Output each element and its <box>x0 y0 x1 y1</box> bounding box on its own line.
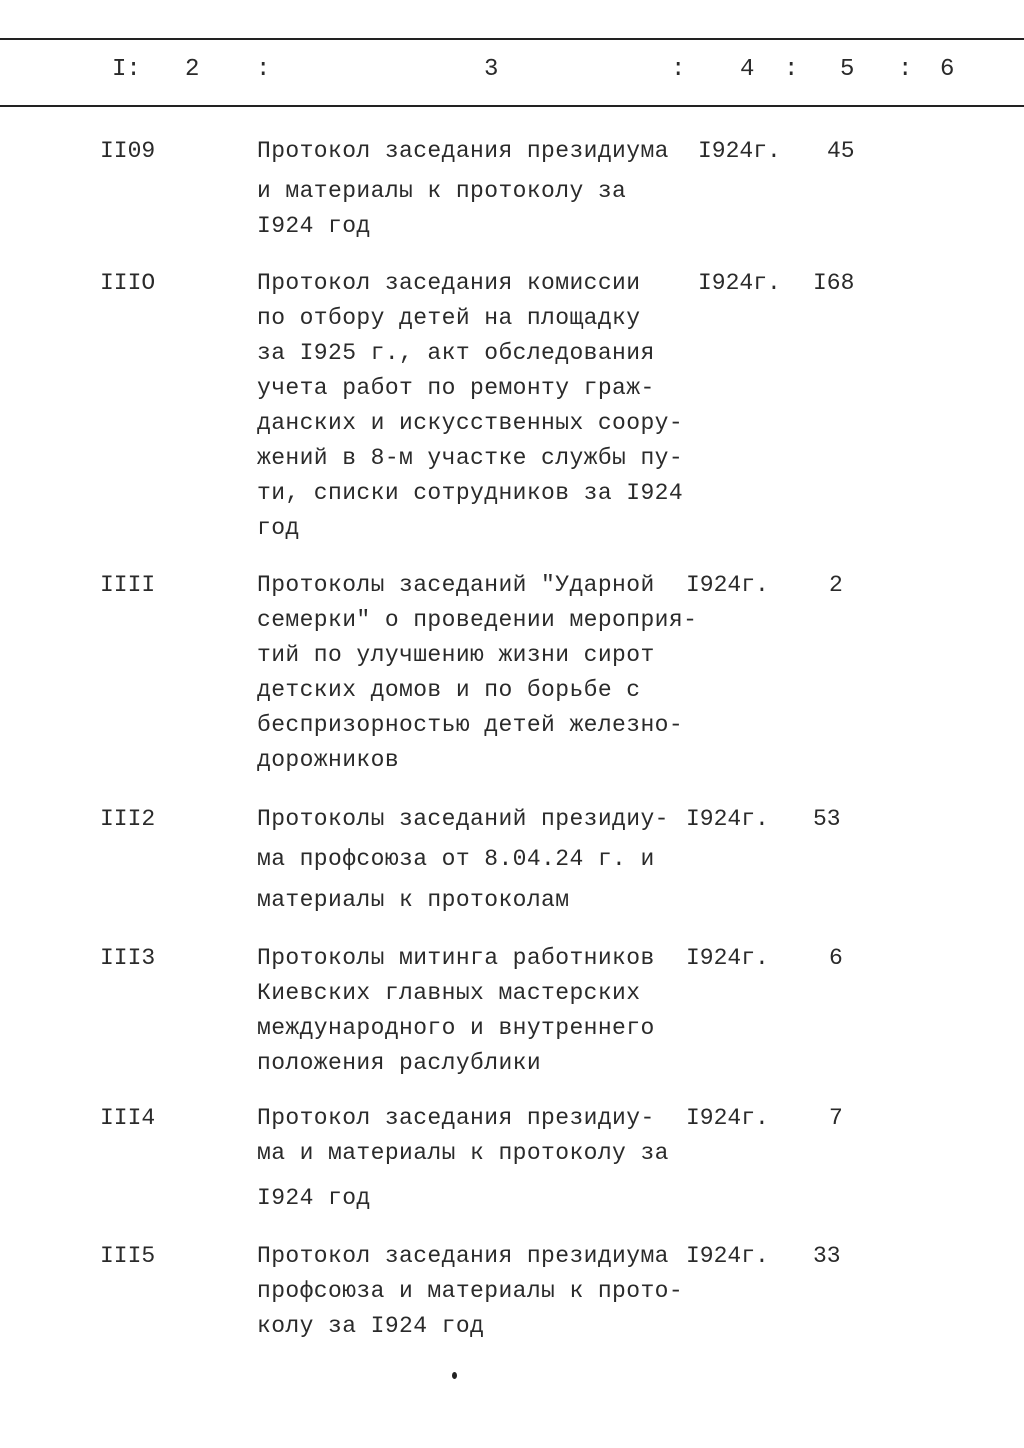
description-line: I924 год <box>257 213 371 239</box>
description-line: международного и внутреннего <box>257 1015 655 1041</box>
record-year: I924г. <box>698 270 781 296</box>
description-line: положения раслублики <box>257 1050 542 1076</box>
record-number: III5 <box>100 1243 156 1269</box>
record-year: I924г. <box>686 572 769 598</box>
record-sheet-count: 7 <box>829 1105 843 1131</box>
column-header-4: 4 <box>740 56 755 83</box>
record-year: I924г. <box>698 138 781 164</box>
record-sheet-count: I68 <box>813 270 855 296</box>
record-year: I924г. <box>686 1105 769 1131</box>
description-line: год <box>257 515 300 541</box>
description-line: по отбору детей на площадку <box>257 305 641 331</box>
description-line: ти, списки сотрудников за I924 <box>257 480 684 506</box>
column-separator: : <box>898 56 913 83</box>
record-number: IIII <box>100 572 156 598</box>
record-number: III4 <box>100 1105 156 1131</box>
description-line: I924 год <box>257 1185 371 1211</box>
description-line: Киевских главных мастерских <box>257 980 641 1006</box>
record-number: III2 <box>100 806 156 832</box>
record-sheet-count: 6 <box>829 945 843 971</box>
description-line: ма профсоюза от 8.04.24 г. и <box>257 846 655 872</box>
record-number: II09 <box>100 138 156 164</box>
column-separator: : <box>784 56 799 83</box>
record-number: IIIO <box>100 270 156 296</box>
description-line: Протокол заседания президиума <box>257 138 669 164</box>
description-line: Протокол заседания президиу- <box>257 1105 655 1131</box>
record-number: III3 <box>100 945 156 971</box>
description-line: за I925 г., акт обследования <box>257 340 655 366</box>
ink-mark <box>452 1372 457 1379</box>
description-line: учета работ по ремонту граж- <box>257 375 655 401</box>
header-bottom-rule <box>0 105 1024 107</box>
column-separator: : <box>671 56 686 83</box>
description-line: Протокол заседания президиума <box>257 1243 669 1269</box>
record-year: I924г. <box>686 945 769 971</box>
column-separator: : <box>256 56 271 83</box>
record-sheet-count: 45 <box>827 138 855 164</box>
description-line: детских домов и по борьбе с <box>257 677 641 703</box>
description-line: ма и материалы к протоколу за <box>257 1140 669 1166</box>
column-header-5: 5 <box>840 56 855 83</box>
column-header-1: I: <box>112 56 141 83</box>
description-line: беспризорностью детей железно- <box>257 712 684 738</box>
description-line: материалы к протоколам <box>257 887 570 913</box>
record-sheet-count: 2 <box>829 572 843 598</box>
description-line: Протоколы заседаний "Ударной <box>257 572 655 598</box>
description-line: Протоколы митинга работников <box>257 945 655 971</box>
description-line: семерки" о проведении мероприя- <box>257 607 698 633</box>
description-line: и материалы к протоколу за <box>257 178 627 204</box>
column-header-3: 3 <box>484 56 499 83</box>
description-line: Протокол заседания комиссии <box>257 270 641 296</box>
description-line: данских и искусственных соору- <box>257 410 684 436</box>
description-line: профсоюза и материалы к прото- <box>257 1278 684 1304</box>
description-line: Протоколы заседаний президиу- <box>257 806 669 832</box>
description-line: тий по улучшению жизни сирот <box>257 642 655 668</box>
description-line: колу за I924 год <box>257 1313 485 1339</box>
header-top-rule <box>0 38 1024 40</box>
record-year: I924г. <box>686 806 769 832</box>
description-line: жений в 8-м участке службы пу- <box>257 445 684 471</box>
description-line: дорожников <box>257 747 400 773</box>
column-header-2: 2 <box>185 56 200 83</box>
record-sheet-count: 33 <box>813 1243 841 1269</box>
column-header-6: 6 <box>940 56 955 83</box>
record-year: I924г. <box>686 1243 769 1269</box>
record-sheet-count: 53 <box>813 806 841 832</box>
